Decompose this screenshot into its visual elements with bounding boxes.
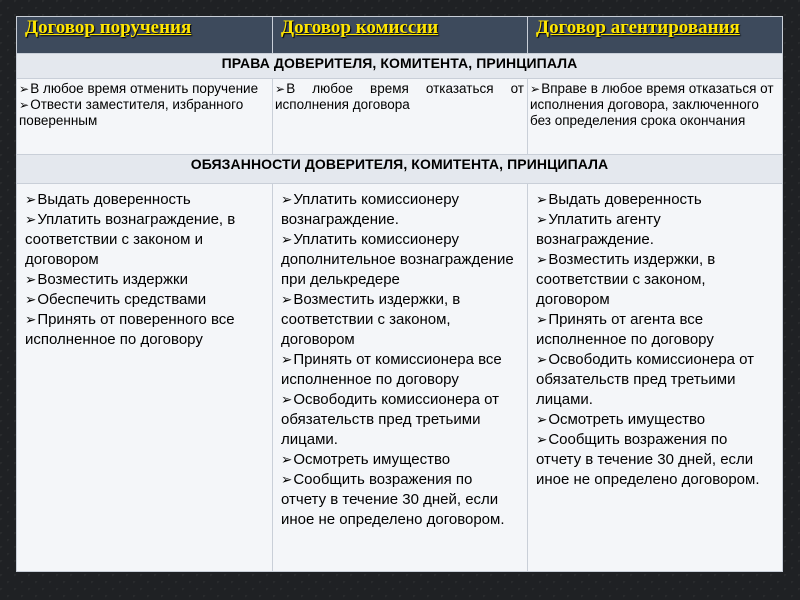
list-item [19, 97, 269, 129]
list-item [275, 81, 524, 113]
duties-section-row [17, 155, 783, 184]
rights-col-agenting [528, 79, 783, 155]
list-item [25, 210, 266, 270]
list-item [530, 81, 779, 129]
list-item [536, 410, 776, 430]
arrow-bullet-icon: ➢ [275, 82, 286, 96]
rights-col-commission [273, 79, 528, 155]
rights-row [17, 79, 783, 155]
list-item [25, 190, 266, 210]
arrow-bullet-icon: ➢ [281, 392, 293, 407]
list-item [281, 290, 521, 350]
list-item-text: Уплатить вознаграждение, в соответствии с законом и договором [25, 211, 236, 268]
arrow-bullet-icon: ➢ [530, 82, 541, 96]
list-item-text: Обеспечить средствами [37, 291, 207, 308]
list-item-text: Выдать доверенность [548, 191, 702, 208]
list-item [25, 270, 266, 290]
list-item [281, 450, 521, 470]
list-item [25, 310, 266, 350]
list-item-text: Уплатить комиссионеру дополнительное вознаграждение при делькредере [281, 231, 514, 288]
rights-section-title: ПРАВА ДОВЕРИТЕЛЯ, КОМИТЕНТА, ПРИНЦИПАЛА [17, 54, 783, 79]
list-item-text: Освободить комиссионера от обязательств пред третьими лицами. [281, 391, 500, 448]
list-item-text: Возместить издержки [37, 271, 188, 288]
list-item [536, 250, 776, 310]
arrow-bullet-icon: ➢ [536, 352, 548, 367]
header-agenting-contract: Договор агентирования [536, 17, 740, 38]
arrow-bullet-icon: ➢ [281, 192, 293, 207]
list-item [536, 210, 776, 250]
arrow-bullet-icon: ➢ [19, 82, 30, 96]
list-item-text: Принять от агента все исполненное по договору [536, 311, 714, 348]
rights-section-row [17, 54, 783, 79]
arrow-bullet-icon: ➢ [281, 232, 293, 247]
list-item [281, 470, 521, 530]
arrow-bullet-icon: ➢ [25, 272, 37, 287]
list-item-text: Выдать доверенность [37, 191, 191, 208]
arrow-bullet-icon: ➢ [536, 432, 548, 447]
list-item-text: Возместить издержки, в соответствии с законом, договором [281, 291, 461, 348]
list-item-text: В любое время отказаться от исполнения договора [275, 81, 524, 112]
list-item-text: В любое время отменить поручение [30, 81, 259, 96]
list-item-text: Вправе в любое время отказаться от исполнения договора, заключенного без определения срока окончания [530, 81, 774, 128]
arrow-bullet-icon: ➢ [25, 312, 37, 327]
rights-col-agency [17, 79, 273, 155]
arrow-bullet-icon: ➢ [536, 312, 548, 327]
arrow-bullet-icon: ➢ [536, 412, 548, 427]
duties-section-title: ОБЯЗАННОСТИ ДОВЕРИТЕЛЯ, КОМИТЕНТА, ПРИНЦИПАЛА [17, 155, 783, 184]
list-item-text: Осмотреть имущество [293, 451, 451, 468]
list-item [536, 190, 776, 210]
arrow-bullet-icon: ➢ [536, 212, 548, 227]
arrow-bullet-icon: ➢ [281, 472, 293, 487]
list-item [536, 350, 776, 410]
list-item [281, 190, 521, 230]
list-item [536, 430, 776, 490]
header-commission-contract: Договор комиссии [281, 17, 439, 38]
list-item-text: Уплатить агенту вознаграждение. [536, 211, 661, 248]
list-item-text: Освободить комиссионера от обязательств пред третьими лицами. [536, 351, 755, 408]
duties-row [17, 184, 783, 572]
list-item-text: Принять от поверенного все исполненное по договору [25, 311, 235, 348]
header-cell-agenting [528, 17, 783, 54]
arrow-bullet-icon: ➢ [25, 192, 37, 207]
contracts-comparison-table [16, 16, 783, 572]
list-item [19, 81, 269, 97]
list-item-text: Сообщить возражения по отчету в течение 30 дней, если иное не определено договором. [536, 431, 760, 488]
header-cell-agency [17, 17, 273, 54]
arrow-bullet-icon: ➢ [281, 452, 293, 467]
list-item-text: Осмотреть имущество [548, 411, 706, 428]
duties-col-agenting [528, 184, 783, 572]
arrow-bullet-icon: ➢ [536, 252, 548, 267]
list-item-text: Отвести заместителя, избранного поверенным [19, 97, 244, 128]
arrow-bullet-icon: ➢ [536, 192, 548, 207]
list-item [536, 310, 776, 350]
header-row [17, 17, 783, 54]
arrow-bullet-icon: ➢ [19, 98, 30, 112]
duties-col-agency [17, 184, 273, 572]
arrow-bullet-icon: ➢ [281, 352, 293, 367]
list-item [281, 230, 521, 290]
list-item-text: Уплатить комиссионеру вознаграждение. [281, 191, 459, 228]
list-item [25, 290, 266, 310]
header-cell-commission [273, 17, 528, 54]
arrow-bullet-icon: ➢ [25, 292, 37, 307]
list-item-text: Возместить издержки, в соответствии с законом, договором [536, 251, 716, 308]
list-item [281, 390, 521, 450]
arrow-bullet-icon: ➢ [281, 292, 293, 307]
arrow-bullet-icon: ➢ [25, 212, 37, 227]
duties-col-commission [273, 184, 528, 572]
list-item [281, 350, 521, 390]
list-item-text: Сообщить возражения по отчету в течение 30 дней, если иное не определено договором. [281, 471, 505, 528]
header-agency-contract: Договор поручения [25, 17, 192, 38]
list-item-text: Принять от комиссионера все исполненное по договору [281, 351, 502, 388]
